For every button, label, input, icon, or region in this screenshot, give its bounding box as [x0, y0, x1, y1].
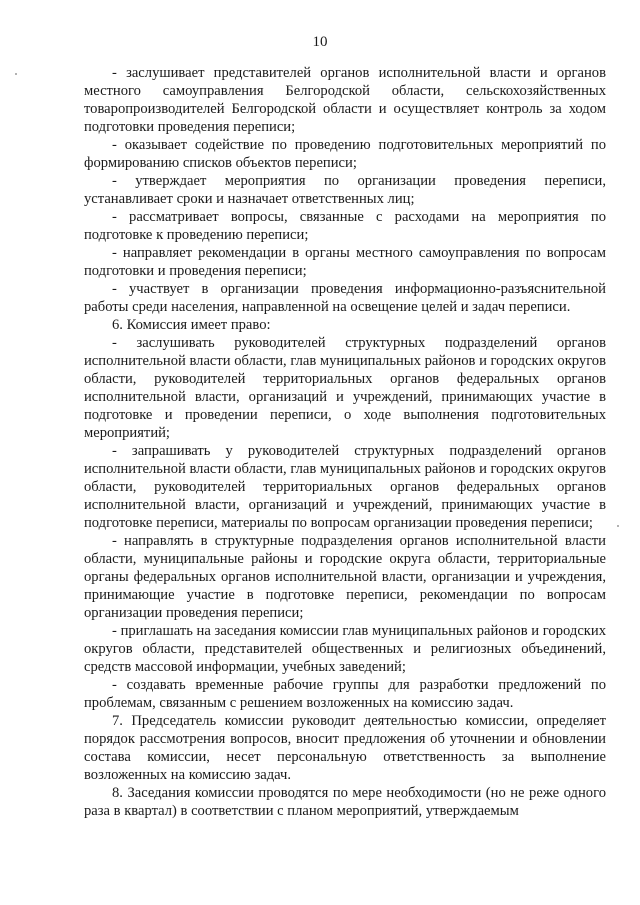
paragraph-assists-lists: - оказывает содействие по проведению подготовительных мероприятий по формированию списков объектов переписи; [84, 137, 606, 171]
paragraph-outreach-work: - участвует в организации проведения информационно-разъяснительной работы среди населения, направленной на освещение целей и задач переписи. [84, 281, 606, 315]
paragraph-chairman-duties: 7. Председатель комиссии руководит деятельностью комиссии, определяет порядок рассмотрения вопросов, вносит предложения об уточнении и обновлении состава комиссии, несет персональную ответственность за выполнение возложенных на комиссию задач. [84, 713, 606, 783]
paragraph-sends-recommendations: - направляет рекомендации в органы местного самоуправления по вопросам подготовки и проведения переписи; [84, 245, 606, 279]
page-number: 10 [312, 34, 328, 50]
paragraph-right-to-send: - направлять в структурные подразделения органов исполнительной власти области, муниципальные районы и городские округа области, территориальные органы федеральных органов исполнительной власти, организации и учреждения, принимающие участие в подготовке переписи, рекомендации по вопросам организации проведения переписи; [84, 533, 606, 621]
paragraph-right-to-hear: - заслушивать руководителей структурных подразделений органов исполнительной власти области, глав муниципальных районов и городских округов области, руководителей территориальных органов федеральных органов исполнительной власти, организаций и учреждений, принимающих участие в подготовке и проведении переписи, о ходе выполнения подготовительных мероприятий; [84, 335, 606, 441]
paragraph-right-to-request: - запрашивать у руководителей структурных подразделений органов исполнительной власти области, глав муниципальных районов и городских округов области, руководителей территориальных органов федеральных органов исполнительной власти, организаций и учреждений, принимающих участие в подготовке переписи, материалы по вопросам организации проведения переписи; [84, 443, 606, 531]
paragraph-meetings-schedule: 8. Заседания комиссии проводятся по мере необходимости (но не реже одного раза в квартал) в соответствии с планом мероприятий, утверждаемым [84, 785, 606, 819]
paragraph-right-to-create-groups: - создавать временные рабочие группы для разработки предложений по проблемам, связанным с решением возложенных на комиссию задач. [84, 677, 606, 711]
paragraph-hears-representatives: - заслушивает представителей органов исполнительной власти и органов местного самоуправления Белгородской области, сельскохозяйственных товаропроизводителей Белгородской области и осуществляет контроль за ходом подготовки проведения переписи; [84, 65, 606, 135]
paragraph-considers-expenses: - рассматривает вопросы, связанные с расходами на мероприятия по подготовке к проведению переписи; [84, 209, 606, 243]
paragraph-right-to-invite: - приглашать на заседания комиссии глав муниципальных районов и городских округов области, представителей общественных и религиозных объединений, средств массовой информации, учебных заведений; [84, 623, 606, 675]
scan-speck [15, 73, 17, 75]
document-body [84, 64, 606, 820]
paragraph-commission-rights-heading: 6. Комиссия имеет право: [112, 317, 271, 333]
scan-speck [617, 525, 619, 527]
paragraph-approves-measures: - утверждает мероприятия по организации проведения переписи, устанавливает сроки и назначает ответственных лиц; [84, 173, 606, 207]
